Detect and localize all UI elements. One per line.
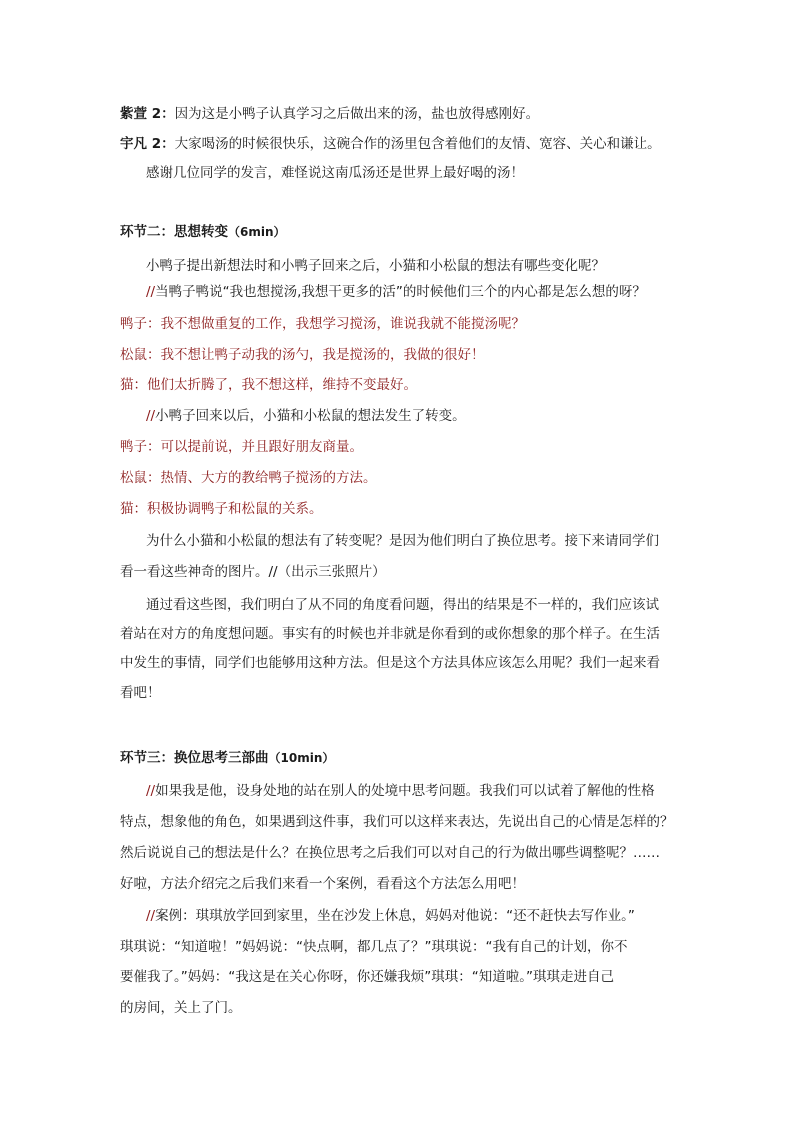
case-line: 琪琪说：“知道啦！”妈妈说：“快点啊，都几点了？”琪琪说：“我有自己的计划，你不 <box>120 939 628 955</box>
comment-mark: // <box>146 908 156 924</box>
section3-heading <box>120 748 680 768</box>
ziyin-line <box>120 104 680 124</box>
paragraph-line: 着站在对方的角度想问题。事实有的时候也并非就是你看到的或你想象的那个样子。在生活 <box>120 626 660 642</box>
duck-thought-1: 鸭子：我不想做重复的工作，我想学习搅汤，谁说我就不能搅汤呢？ <box>120 316 525 332</box>
section2-title: 环节二：思想转变 <box>120 224 228 240</box>
question3-text: 小鸭子回来以后，小猫和小松鼠的想法发生了转变。 <box>155 408 466 424</box>
question2-text: 当鸭子鸭说“我也想搅汤,我想干更多的活”的时候他们三个的内心都是怎么想的呀？ <box>155 284 646 300</box>
section2-question1: 小鸭子提出新想法时和小鸭子回来之后，小猫和小松鼠的想法有哪些变化呢？ <box>146 258 605 274</box>
cat-thought-1: 猫：他们太折腾了，我不想这样，维持不变最好。 <box>120 377 417 393</box>
ziyin-text: 因为这是小鸭子认真学习之后做出来的汤，盐也放得感刚好。 <box>174 106 540 122</box>
paragraph-line: 好啦，方法介绍完之后我们来看一个案例，看看这个方法怎么用吧！ <box>120 876 525 892</box>
paragraph-line: 看一看这些神奇的图片。//（出示三张照片） <box>120 564 386 580</box>
paragraph-line: 然后说说自己的想法是什么？在换位思考之后我们可以对自己的行为做出哪些调整呢？…… <box>120 845 660 861</box>
case-line: 要催我了。”妈妈：“我这是在关心你呀，你还嫌我烦”琪琪：“知道啦。”琪琪走进自己 <box>120 969 614 985</box>
section3-title: 环节三：换位思考三部曲 <box>120 750 269 766</box>
section3-time: （10min） <box>268 751 335 765</box>
section2-time: （6min） <box>228 225 286 239</box>
section2-question2 <box>146 282 706 302</box>
squirrel-thought-2: 松鼠：热情、大方的教给鸭子搅汤的方法。 <box>120 470 377 486</box>
squirrel-thought-1: 松鼠：我不想让鸭子动我的汤勺，我是搅汤的，我做的很好！ <box>120 347 485 363</box>
yufan-text: 大家喝汤的时候很快乐，这碗合作的汤里包含着他们的友情、宽容、关心和谦让。 <box>174 136 661 152</box>
paragraph-line: 中发生的事情，同学们也能够用这种方法。但是这个方法具体应该怎么用呢？我们一起来看 <box>120 655 660 671</box>
comment-mark: // <box>146 284 156 300</box>
comment-mark: // <box>146 408 156 424</box>
thanks-line: 感谢几位同学的发言，难怪说这南瓜汤还是世界上最好喝的汤！ <box>146 165 524 181</box>
section2-heading <box>120 222 680 242</box>
case-line: 的房间，关上了门。 <box>120 1000 242 1016</box>
paragraph-line <box>146 781 706 801</box>
section2-question3 <box>146 406 706 426</box>
comment-mark: // <box>146 783 156 799</box>
paragraph-line: 特点，想象他的角色，如果遇到这件事，我们可以这样来表达，先说出自己的心情是怎样的？ <box>120 814 674 830</box>
cat-thought-2: 猫：积极协调鸭子和松鼠的关系。 <box>120 501 323 517</box>
paragraph-line: 通过看这些图，我们明白了从不同的角度看问题，得出的结果是不一样的，我们应该试 <box>146 597 659 613</box>
paragraph-line: 看吧！ <box>120 685 161 701</box>
paragraph-line: 为什么小猫和小松鼠的想法有了转变呢？是因为他们明白了换位思考。接下来请同学们 <box>146 533 659 549</box>
speaker-yufan: 宇凡 2： <box>120 136 175 152</box>
case-line <box>146 906 706 926</box>
yufan-line <box>120 134 680 154</box>
case-text: 案例：琪琪放学回到家里，坐在沙发上休息，妈妈对他说：“还不赶快去写作业。” <box>155 908 635 924</box>
duck-thought-2: 鸭子：可以提前说，并且跟好朋友商量。 <box>120 439 363 455</box>
paragraph-text: 如果我是他，设身处地的站在别人的处境中思考问题。我我们可以试着了解他的性格 <box>155 783 655 799</box>
speaker-ziyin: 紫萱 2： <box>120 106 175 122</box>
